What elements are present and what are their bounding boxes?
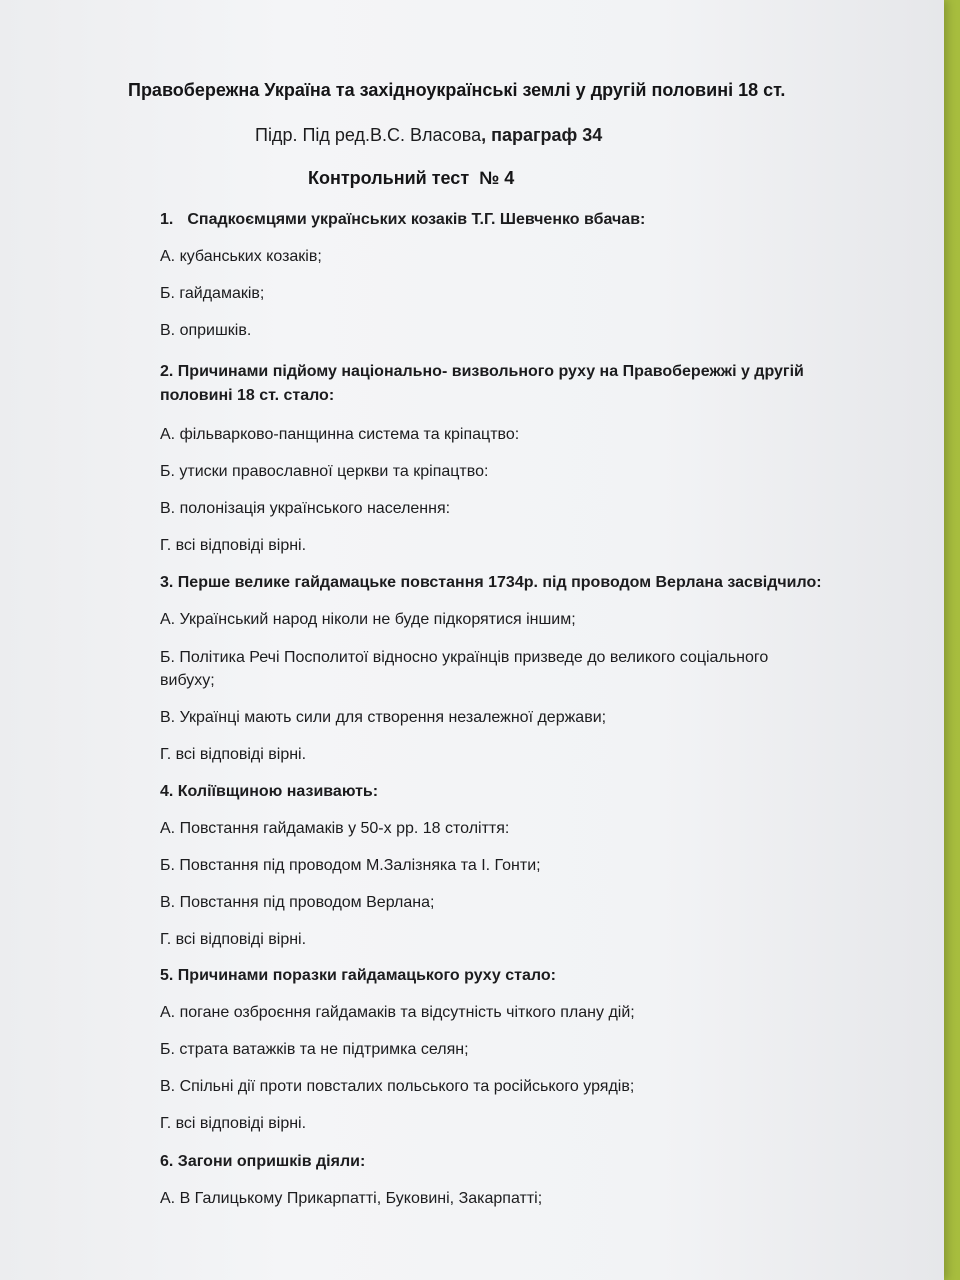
document-title: Правобережна Україна та західноукраїнські землі у другій половині 18 ст. xyxy=(128,80,786,100)
question-3: 3. Перше велике гайдамацьке повстання 1734р. під проводом Верлана засвідчило: xyxy=(160,574,822,591)
q2-answer-a: А. фільварково-панщинна система та кріпацтво: xyxy=(160,426,520,443)
q2-answer-b: Б. утиски православної церкви та кріпацтво: xyxy=(160,463,489,480)
question-1 xyxy=(160,210,645,230)
subtitle-textbook: Підр. Під ред.В.С. Власова xyxy=(255,125,482,145)
q4-answer-c: В. Повстання під проводом Верлана; xyxy=(160,894,435,911)
question-6: 6. Загони опришків діяли: xyxy=(160,1153,366,1170)
q3-answer-a: А. Український народ ніколи не буде підкорятися іншим; xyxy=(160,611,576,628)
q5-answer-d: Г. всі відповіді вірні. xyxy=(160,1115,307,1132)
q3-answer-d: Г. всі відповіді вірні. xyxy=(160,746,307,763)
q4-answer-a: А. Повстання гайдамаків у 50-х рр. 18 століття: xyxy=(160,820,510,837)
question-2-line-2: половині 18 ст. стало: xyxy=(160,387,335,404)
question-1-text: Спадкоємцями українських козаків Т.Г. Шевченко вбачав: xyxy=(187,211,646,228)
question-5: 5. Причинами поразки гайдамацького руху стало: xyxy=(160,967,556,984)
q4-answer-d: Г. всі відповіді вірні. xyxy=(160,931,307,948)
q5-answer-c: В. Спільні дії проти повсталих польського та російського урядів; xyxy=(160,1078,635,1095)
q5-answer-a: А. погане озброєння гайдамаків та відсутність чіткого плану дій; xyxy=(160,1004,635,1021)
q1-answer-b: Б. гайдамаків; xyxy=(160,285,265,302)
q1-answer-c: В. опришків. xyxy=(160,322,252,339)
document-subtitle xyxy=(255,125,602,146)
q1-answer-a: А. кубанських козаків; xyxy=(160,248,322,265)
subtitle-paragraph: , параграф 34 xyxy=(481,125,603,145)
q3-answer-b-line-1: Б. Політика Речі Посполитої відносно українців призведе до великого соціального xyxy=(160,649,769,666)
question-2-line-1: 2. Причинами підйому національно- визвольного руху на Правобережжі у другій xyxy=(160,363,804,380)
q2-answer-c: В. полонізація українського населення: xyxy=(160,500,451,517)
q5-answer-b: Б. страта ватажків та не підтримка селян; xyxy=(160,1041,469,1058)
question-1-number: 1. xyxy=(160,211,174,228)
q2-answer-d: Г. всі відповіді вірні. xyxy=(160,537,307,554)
test-title: Контрольний тест № 4 xyxy=(308,168,515,188)
q3-answer-c: В. Українці мають сили для створення незалежної держави; xyxy=(160,709,607,726)
q6-answer-a: А. В Галицькому Прикарпатті, Буковині, Закарпатті; xyxy=(160,1190,543,1207)
question-4: 4. Коліївщиною називають: xyxy=(160,783,379,800)
q3-answer-b-line-2: вибуху; xyxy=(160,672,215,689)
q4-answer-b: Б. Повстання під проводом М.Залізняка та І. Гонти; xyxy=(160,857,541,874)
